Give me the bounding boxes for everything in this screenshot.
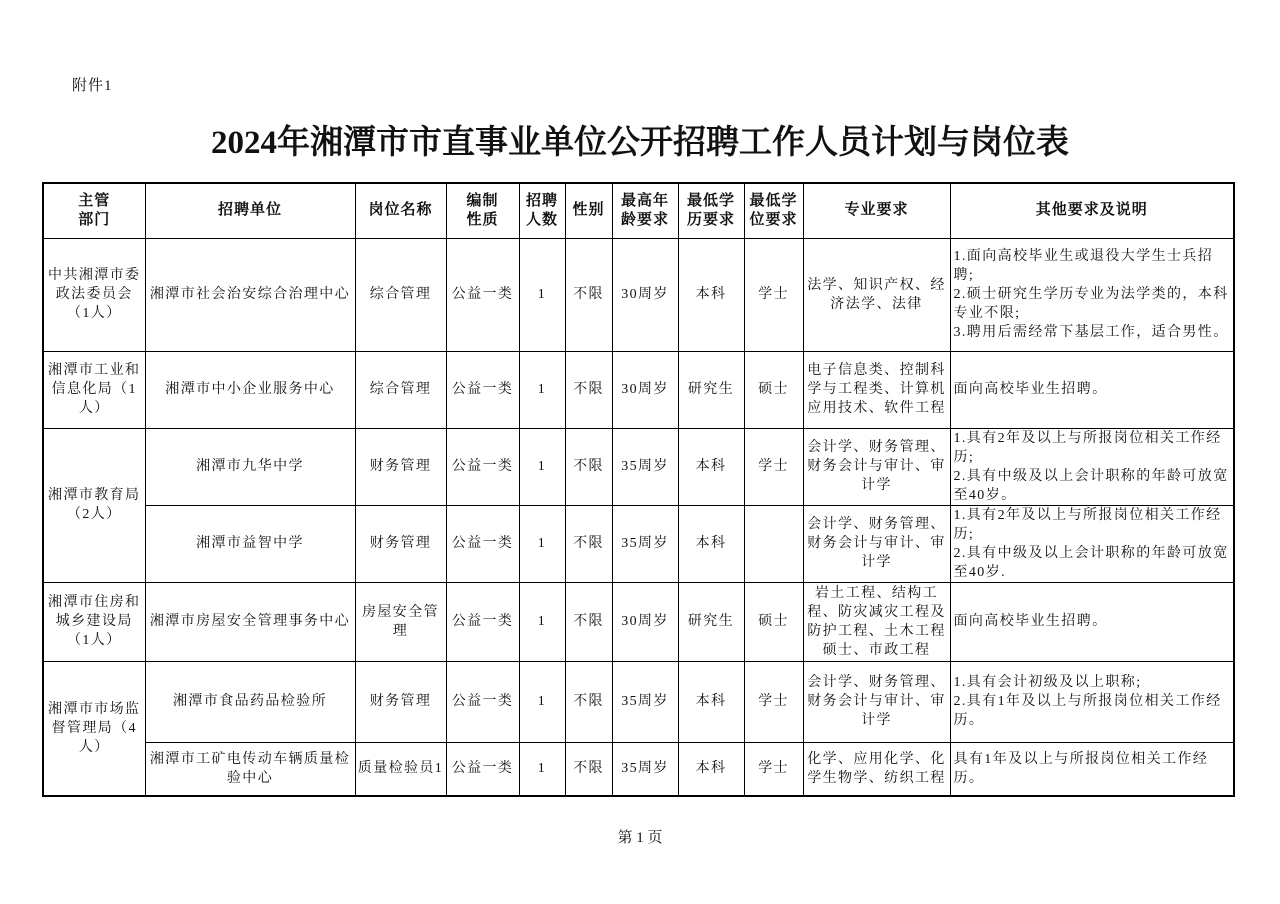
cell-count: 1 <box>519 428 565 505</box>
cell-notes <box>950 428 1234 505</box>
cell-min-education: 本科 <box>678 428 744 505</box>
cell-notes <box>950 505 1234 582</box>
cell-min-degree: 学士 <box>744 428 803 505</box>
cell-staffing-type: 公益一类 <box>446 582 519 661</box>
page-number: 第 1 页 <box>617 830 663 846</box>
note-line: 2.具有中级及以上会计职称的年龄可放宽至40岁. <box>953 545 1229 580</box>
cell-max-age: 35周岁 <box>612 742 678 796</box>
table-row <box>43 661 1234 742</box>
cell-min-degree: 学士 <box>744 661 803 742</box>
note-line: 1.面向高校毕业生或退役大学生士兵招聘; <box>953 249 1214 283</box>
note-line: 2.硕士研究生学历专业为法学类的，本科专业不限; <box>953 287 1229 321</box>
cell-department: 湘潭市住房和城乡建设局（1人） <box>43 582 145 661</box>
table-row <box>43 742 1234 796</box>
cell-major: 会计学、财务管理、财务会计与审计、审计学 <box>803 661 950 742</box>
cell-unit: 湘潭市工矿电传动车辆质量检验中心 <box>145 742 355 796</box>
cell-min-degree <box>744 505 803 582</box>
cell-gender: 不限 <box>565 661 612 742</box>
cell-major: 法学、知识产权、经济法学、法律 <box>803 238 950 351</box>
cell-department: 中共湘潭市委政法委员会（1人） <box>43 238 145 351</box>
note-line: 1.具有2年及以上与所报岗位相关工作经历; <box>953 430 1222 465</box>
cell-position: 财务管理 <box>355 428 446 505</box>
cell-min-education: 本科 <box>678 661 744 742</box>
column-header-unit: 招聘单位 <box>145 183 355 238</box>
cell-gender: 不限 <box>565 505 612 582</box>
cell-notes <box>950 661 1234 742</box>
table-header-row <box>43 183 1234 238</box>
cell-unit: 湘潭市房屋安全管理事务中心 <box>145 582 355 661</box>
page-title: 2024年湘潭市市直事业单位公开招聘工作人员计划与岗位表 <box>211 125 1069 161</box>
column-header-major: 专业要求 <box>803 183 950 238</box>
cell-min-education: 本科 <box>678 505 744 582</box>
cell-staffing-type: 公益一类 <box>446 505 519 582</box>
column-header-max-age: 最高年 龄要求 <box>612 183 678 238</box>
column-header-count: 招聘 人数 <box>519 183 565 238</box>
cell-department: 湘潭市市场监督管理局（4人） <box>43 661 145 796</box>
cell-major: 岩土工程、结构工程、防灾减灾工程及防护工程、土木工程硕士、市政工程 <box>803 582 950 661</box>
cell-staffing-type: 公益一类 <box>446 238 519 351</box>
cell-max-age: 30周岁 <box>612 582 678 661</box>
note-line: 面向高校毕业生招聘。 <box>953 614 1108 629</box>
column-header-min-degree: 最低学 位要求 <box>744 183 803 238</box>
table-row <box>43 505 1234 582</box>
cell-count: 1 <box>519 582 565 661</box>
cell-department: 湘潭市工业和信息化局（1人） <box>43 351 145 428</box>
cell-min-degree: 硕士 <box>744 582 803 661</box>
cell-min-degree: 学士 <box>744 742 803 796</box>
column-header-notes: 其他要求及说明 <box>950 183 1234 238</box>
recruitment-table <box>42 182 1235 797</box>
cell-count: 1 <box>519 742 565 796</box>
cell-gender: 不限 <box>565 238 612 351</box>
cell-gender: 不限 <box>565 428 612 505</box>
cell-position: 综合管理 <box>355 238 446 351</box>
cell-notes <box>950 351 1234 428</box>
cell-gender: 不限 <box>565 582 612 661</box>
note-line: 1.具有会计初级及以上职称; <box>953 675 1142 690</box>
cell-unit: 湘潭市食品药品检验所 <box>145 661 355 742</box>
cell-position: 房屋安全管理 <box>355 582 446 661</box>
cell-staffing-type: 公益一类 <box>446 428 519 505</box>
column-header-position: 岗位名称 <box>355 183 446 238</box>
cell-notes <box>950 238 1234 351</box>
cell-count: 1 <box>519 661 565 742</box>
cell-department: 湘潭市教育局（2人） <box>43 428 145 582</box>
note-line: 面向高校毕业生招聘。 <box>953 382 1108 397</box>
cell-min-education: 研究生 <box>678 582 744 661</box>
cell-unit: 湘潭市益智中学 <box>145 505 355 582</box>
cell-min-education: 研究生 <box>678 351 744 428</box>
cell-count: 1 <box>519 238 565 351</box>
cell-staffing-type: 公益一类 <box>446 351 519 428</box>
cell-position: 综合管理 <box>355 351 446 428</box>
cell-max-age: 30周岁 <box>612 351 678 428</box>
cell-position: 质量检验员1 <box>355 742 446 796</box>
cell-major: 电子信息类、控制科学与工程类、计算机应用技术、软件工程 <box>803 351 950 428</box>
cell-position: 财务管理 <box>355 661 446 742</box>
cell-major: 会计学、财务管理、财务会计与审计、审计学 <box>803 505 950 582</box>
cell-major: 化学、应用化学、化学生物学、纺织工程 <box>803 742 950 796</box>
cell-notes <box>950 742 1234 796</box>
cell-staffing-type: 公益一类 <box>446 742 519 796</box>
column-header-gender: 性别 <box>565 183 612 238</box>
cell-max-age: 35周岁 <box>612 661 678 742</box>
cell-gender: 不限 <box>565 742 612 796</box>
cell-max-age: 35周岁 <box>612 505 678 582</box>
cell-max-age: 35周岁 <box>612 428 678 505</box>
cell-min-education: 本科 <box>678 238 744 351</box>
note-line: 1.具有2年及以上与所报岗位相关工作经历; <box>953 507 1222 542</box>
cell-gender: 不限 <box>565 351 612 428</box>
column-header-department: 主管 部门 <box>43 183 145 238</box>
note-line: 具有1年及以上与所报岗位相关工作经历。 <box>953 751 1209 786</box>
cell-min-degree: 学士 <box>744 238 803 351</box>
note-line: 2.具有中级及以上会计职称的年龄可放宽至40岁。 <box>953 468 1229 503</box>
table-row <box>43 238 1234 351</box>
cell-position: 财务管理 <box>355 505 446 582</box>
cell-count: 1 <box>519 505 565 582</box>
cell-count: 1 <box>519 351 565 428</box>
cell-unit: 湘潭市社会治安综合治理中心 <box>145 238 355 351</box>
cell-notes <box>950 582 1234 661</box>
table-row <box>43 428 1234 505</box>
attachment-label: 附件1 <box>72 78 113 94</box>
table-row <box>43 351 1234 428</box>
table-row <box>43 582 1234 661</box>
column-header-min-education: 最低学 历要求 <box>678 183 744 238</box>
cell-max-age: 30周岁 <box>612 238 678 351</box>
cell-min-education: 本科 <box>678 742 744 796</box>
cell-major: 会计学、财务管理、财务会计与审计、审计学 <box>803 428 950 505</box>
cell-min-degree: 硕士 <box>744 351 803 428</box>
column-header-staffing-type: 编制 性质 <box>446 183 519 238</box>
note-line: 2.具有1年及以上与所报岗位相关工作经历。 <box>953 694 1222 728</box>
note-line: 3.聘用后需经常下基层工作，适合男性。 <box>953 325 1229 340</box>
cell-staffing-type: 公益一类 <box>446 661 519 742</box>
cell-unit: 湘潭市九华中学 <box>145 428 355 505</box>
cell-unit: 湘潭市中小企业服务中心 <box>145 351 355 428</box>
